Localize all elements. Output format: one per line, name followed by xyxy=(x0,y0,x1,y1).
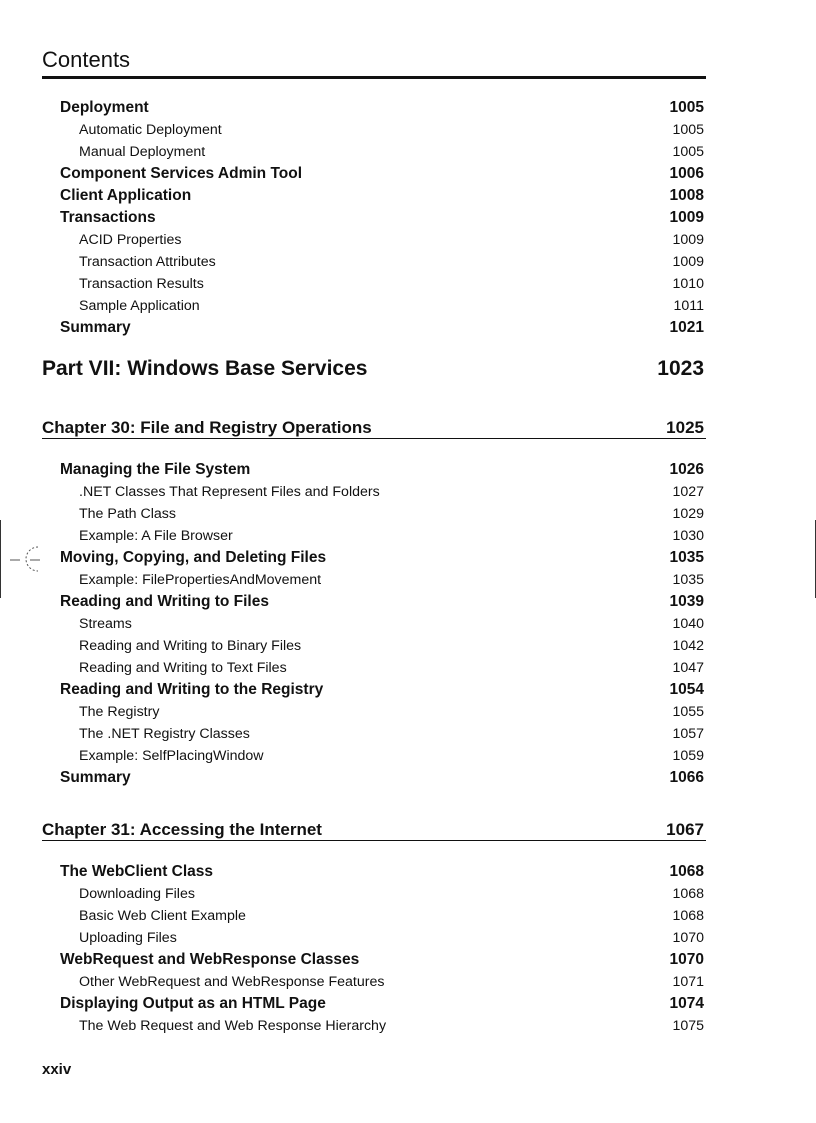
toc-subentry[interactable] xyxy=(42,251,706,273)
page-title: Contents xyxy=(42,47,131,72)
entry-title: Example: FilePropertiesAndMovement xyxy=(79,572,322,588)
entry-page: 1057 xyxy=(672,726,704,742)
toc-subentry[interactable] xyxy=(42,569,706,591)
entry-page: 1011 xyxy=(673,298,704,314)
entry-page: 1068 xyxy=(672,886,704,902)
entry-page: 1035 xyxy=(669,549,704,566)
entry-title: Displaying Output as an HTML Page xyxy=(60,995,326,1012)
page-number: xxiv xyxy=(42,1061,72,1078)
entry-page: 1006 xyxy=(669,165,704,182)
part-heading[interactable] xyxy=(42,339,706,399)
entry-title: Automatic Deployment xyxy=(79,122,222,138)
toc-subentry[interactable] xyxy=(42,927,706,949)
entry-page: 1074 xyxy=(669,995,704,1012)
entry-title: Summary xyxy=(60,319,131,336)
toc-subentry[interactable] xyxy=(42,119,706,141)
toc-entry[interactable] xyxy=(42,185,706,207)
entry-title: Reading and Writing to Text Files xyxy=(79,660,287,676)
entry-page: 1054 xyxy=(669,681,704,698)
toc-subentry[interactable] xyxy=(42,701,706,723)
entry-page: 1005 xyxy=(672,122,704,138)
toc-subentry[interactable] xyxy=(42,503,706,525)
entry-title: The Path Class xyxy=(79,506,176,522)
entry-title: The WebClient Class xyxy=(60,863,214,880)
toc-subentry[interactable] xyxy=(42,635,706,657)
entry-title: Example: SelfPlacingWindow xyxy=(79,748,264,764)
entry-title: Summary xyxy=(60,769,131,786)
entry-page: 1027 xyxy=(672,484,704,500)
entry-page: 1066 xyxy=(669,769,704,786)
chapter-title: Chapter 30: File and Registry Operations xyxy=(42,418,372,437)
chapter-heading[interactable] xyxy=(42,399,706,459)
entry-title: The .NET Registry Classes xyxy=(79,726,250,742)
toc-subentry[interactable] xyxy=(42,723,706,745)
toc-subentry[interactable] xyxy=(42,229,706,251)
entry-page: 1075 xyxy=(672,1018,704,1034)
part-title: Part VII: Windows Base Services xyxy=(42,357,368,380)
toc-entry[interactable] xyxy=(42,861,706,883)
entry-page: 1068 xyxy=(672,908,704,924)
entry-page: 1005 xyxy=(669,99,704,116)
entry-title: Moving, Copying, and Deleting Files xyxy=(60,549,327,566)
entry-page: 1039 xyxy=(669,593,704,610)
entry-title: Reading and Writing to the Registry xyxy=(60,681,324,698)
toc-section-chapter31 xyxy=(42,861,706,1037)
entry-title: Transaction Attributes xyxy=(79,254,216,270)
entry-title: Transactions xyxy=(60,209,156,226)
entry-title: Client Application xyxy=(60,187,192,204)
toc-subentry[interactable] xyxy=(42,525,706,547)
entry-page: 1005 xyxy=(672,144,704,160)
entry-page: 1030 xyxy=(672,528,704,544)
toc-subentry[interactable] xyxy=(42,273,706,295)
entry-page: 1068 xyxy=(669,863,704,880)
entry-title: Uploading Files xyxy=(79,930,177,946)
entry-page: 1042 xyxy=(672,638,704,654)
toc-subentry[interactable] xyxy=(42,481,706,503)
entry-page: 1010 xyxy=(672,276,704,292)
page-header xyxy=(42,44,706,79)
toc-entry[interactable] xyxy=(42,163,706,185)
toc-subentry[interactable] xyxy=(42,657,706,679)
toc-entry[interactable] xyxy=(42,317,706,339)
entry-title: Sample Application xyxy=(79,298,200,314)
toc-entry[interactable] xyxy=(42,767,706,789)
entry-page: 1008 xyxy=(669,187,704,204)
entry-title: ACID Properties xyxy=(79,232,182,248)
toc-entry[interactable] xyxy=(42,949,706,971)
toc-subentry[interactable] xyxy=(42,141,706,163)
entry-page: 1047 xyxy=(672,660,704,676)
chapter-title: Chapter 31: Accessing the Internet xyxy=(42,820,322,839)
entry-page: 1071 xyxy=(672,974,704,990)
toc-subentry[interactable] xyxy=(42,905,706,927)
entry-page: 1009 xyxy=(672,254,704,270)
entry-title: Managing the File System xyxy=(60,461,251,478)
toc-subentry[interactable] xyxy=(42,745,706,767)
left-edge-mark xyxy=(0,520,1,598)
entry-title: WebRequest and WebResponse Classes xyxy=(60,951,360,968)
entry-title: The Web Request and Web Response Hierarchy xyxy=(79,1018,387,1034)
entry-page: 1055 xyxy=(672,704,704,720)
toc-entry[interactable] xyxy=(42,591,706,613)
entry-page: 1021 xyxy=(669,319,704,336)
entry-title: Other WebRequest and WebResponse Features xyxy=(79,974,385,990)
toc-entry[interactable] xyxy=(42,993,706,1015)
entry-title: Transaction Results xyxy=(79,276,204,292)
entry-title: Reading and Writing to Files xyxy=(60,593,269,610)
chapter-page: 1025 xyxy=(666,418,704,437)
crop-mark-icon xyxy=(10,545,40,575)
table-of-contents xyxy=(42,97,706,1037)
toc-subentry[interactable] xyxy=(42,613,706,635)
toc-entry[interactable] xyxy=(42,459,706,481)
entry-title: Streams xyxy=(79,616,132,632)
entry-title: .NET Classes That Represent Files and Folders xyxy=(79,484,380,500)
chapter-rule xyxy=(42,840,706,841)
toc-entry[interactable] xyxy=(42,547,706,569)
chapter-heading[interactable] xyxy=(42,805,706,861)
entry-page: 1040 xyxy=(672,616,704,632)
toc-subentry[interactable] xyxy=(42,1015,706,1037)
part-page: 1023 xyxy=(657,357,704,380)
toc-entry[interactable] xyxy=(42,97,706,119)
entry-title: The Registry xyxy=(79,704,160,720)
entry-page: 1070 xyxy=(672,930,704,946)
entry-title: Manual Deployment xyxy=(79,144,206,160)
toc-subentry[interactable] xyxy=(42,883,706,905)
entry-page: 1035 xyxy=(672,572,704,588)
entry-page: 1029 xyxy=(672,506,704,522)
toc-subentry[interactable] xyxy=(42,295,706,317)
toc-entry[interactable] xyxy=(42,679,706,701)
entry-title: Downloading Files xyxy=(79,886,195,902)
entry-page: 1059 xyxy=(672,748,704,764)
entry-title: Basic Web Client Example xyxy=(79,908,246,924)
section-gap xyxy=(42,789,706,805)
toc-section-top xyxy=(42,97,706,339)
entry-title: Deployment xyxy=(60,99,149,116)
chapter-rule xyxy=(42,438,706,439)
entry-title: Component Services Admin Tool xyxy=(60,165,302,182)
entry-page: 1009 xyxy=(672,232,704,248)
entry-page: 1026 xyxy=(669,461,704,478)
entry-page: 1070 xyxy=(669,951,704,968)
toc-subentry[interactable] xyxy=(42,971,706,993)
toc-section-chapter30 xyxy=(42,459,706,789)
toc-entry[interactable] xyxy=(42,207,706,229)
entry-title: Example: A File Browser xyxy=(79,528,233,544)
entry-title: Reading and Writing to Binary Files xyxy=(79,638,302,654)
chapter-page: 1067 xyxy=(666,820,704,839)
entry-page: 1009 xyxy=(669,209,704,226)
